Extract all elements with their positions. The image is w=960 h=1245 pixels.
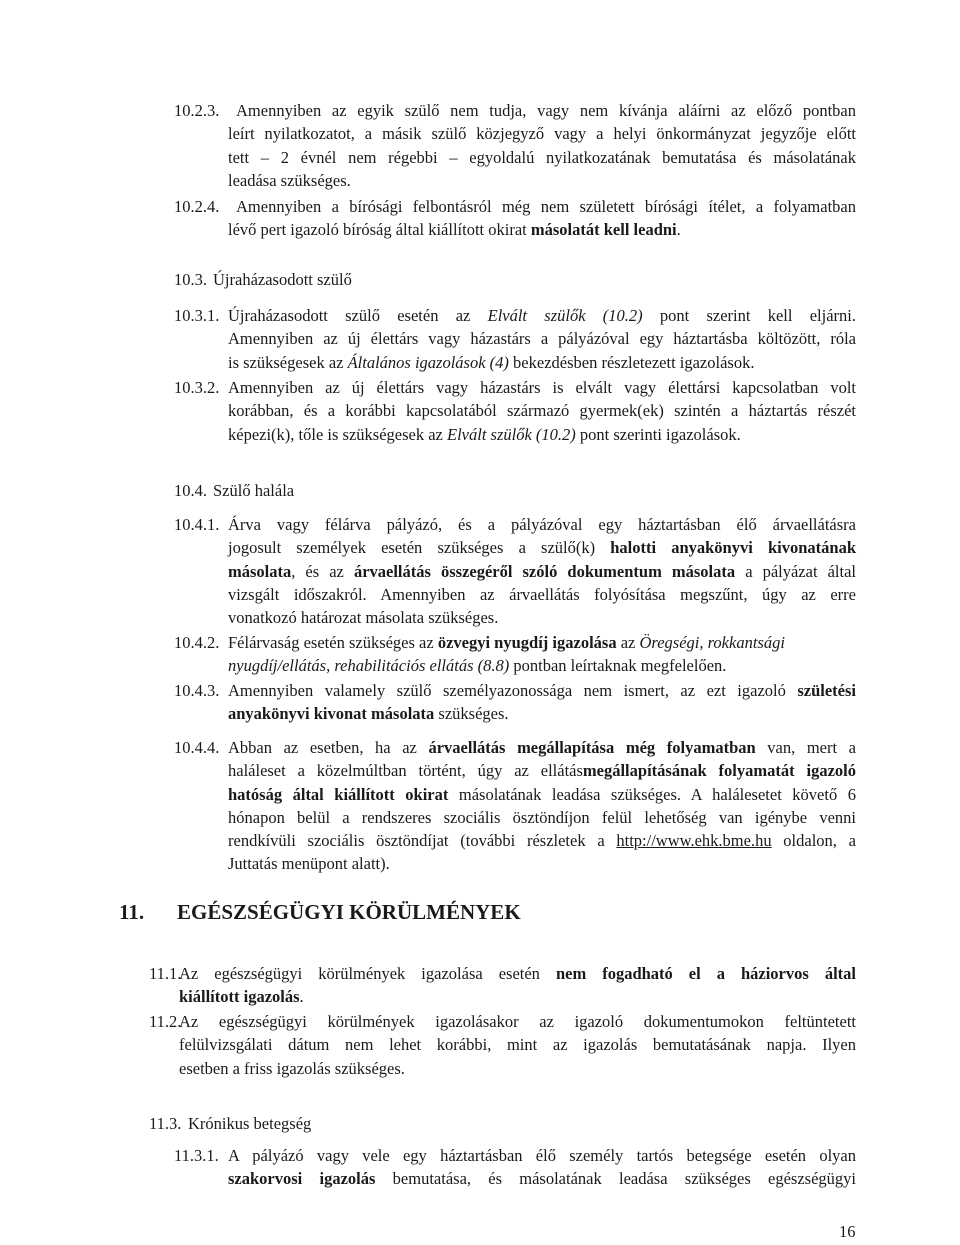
paragraph-11-3-1 (174, 1144, 856, 1191)
text-line: leadása szükséges. (228, 170, 351, 190)
text-line (228, 536, 856, 559)
text-run: pontban leírtaknak megfelelően. (509, 656, 727, 676)
paragraph-10-4-2 (174, 631, 856, 678)
paragraph-number: 10.4.3. (174, 681, 220, 700)
text-line (228, 304, 856, 327)
text-line: Amennyiben az új élettárs vagy házastárs is elvált vagy élettársi kapcsolatban volt (228, 378, 856, 397)
text-run: bemutatása, és másolatának leadása szükséges egészségügyi (375, 1169, 856, 1189)
text-run: haláleset a közelmúltban történt, úgy az ellátás (228, 761, 583, 781)
ehk-link[interactable]: http://www.ehk.bme.hu (616, 831, 772, 851)
section-title: Újraházasodott szülő (213, 270, 352, 289)
text-line (228, 654, 856, 677)
section-number: 10.4. (174, 481, 207, 500)
paragraph-11-2 (149, 1010, 856, 1080)
chapter-number: 11. (119, 900, 145, 924)
section-title: Szülő halála (213, 481, 295, 500)
emphasis: nem fogadható el a háziorvos által (555, 964, 856, 983)
paragraph-10-4-4 (174, 736, 856, 876)
text-run: az (616, 633, 640, 652)
chapter-heading-11 (119, 899, 521, 925)
text-line (179, 985, 856, 1008)
cross-reference: Elvált szülők (10.2) (487, 306, 643, 325)
paragraph-10-2-3 (174, 99, 856, 192)
text-line: vonatkozó határozat másolata szükséges. (228, 608, 499, 628)
text-run: pont szerint kell eljárni. (642, 306, 856, 325)
emphasis: szakorvosi igazolás (228, 1169, 376, 1189)
cross-reference: Elvált szülők (10.2) (447, 424, 576, 444)
text-run: másolatának leadása szükséges. A halálesetet követő 6 (448, 784, 856, 804)
cross-reference: Általános igazolások (4) (347, 352, 509, 372)
paragraph-11-1 (149, 962, 856, 1009)
cross-reference: Öregségi, rokkantsági (639, 633, 785, 652)
section-heading-10-4 (174, 479, 294, 502)
paragraph-number: 10.4.2. (174, 633, 220, 652)
emphasis: özvegyi nyugdíj igazolása (437, 633, 617, 652)
paragraph-10-3-1 (174, 304, 856, 374)
paragraph-number: 10.2.4. (174, 197, 220, 216)
paragraph-number: 10.3.2. (174, 378, 220, 397)
page-number: 16 (839, 1222, 856, 1241)
text-run: szükséges. (434, 704, 509, 724)
text-line: A pályázó vagy vele egy háztartásban élő személy tartós betegsége esetén olyan (228, 1146, 856, 1165)
text-line: Amennyiben a bírósági felbontásról még nem született bírósági ítélet, a folyamatban (236, 197, 856, 216)
emphasis: anyakönyvi kivonat másolata (228, 704, 435, 724)
text-run: Újraházasodott szülő esetén az (228, 306, 488, 325)
text-line: esetben a friss igazolás szükséges. (179, 1058, 405, 1078)
text-line (228, 423, 856, 446)
text-line: hónapon belül a rendszeres szociális ösztöndíjon felül lehetőség van igénybe venni (228, 807, 856, 827)
text-run: a pályázat által (735, 561, 856, 581)
emphasis: másolata (228, 561, 292, 581)
paragraph-number: 10.3.1. (174, 306, 220, 325)
section-heading-10-3 (174, 268, 352, 291)
text-line (228, 783, 856, 806)
emphasis: születési (797, 681, 856, 700)
text-run: oldalon, a (771, 831, 856, 851)
text-line (228, 702, 856, 725)
section-heading-11-3 (149, 1112, 311, 1135)
text-line: felülvizsgálati dátum nem lehet korábbi, mint az igazolás bemutatásának napja. Ilyen (179, 1035, 856, 1055)
text-run: képezi(k), tőle is szükségesek az (228, 424, 447, 444)
text-line: Az egészségügyi körülmények igazolásakor az igazoló dokumentumokon feltüntetett (179, 1012, 856, 1031)
text-line (228, 736, 856, 759)
text-run: van, mert a (755, 738, 857, 757)
text-run: Amennyiben valamely szülő személyazonossága nem ismert, az ezt igazoló (228, 681, 798, 700)
section-number: 11.3. (149, 1114, 182, 1133)
paragraph-number: 10.4.4. (174, 738, 220, 757)
paragraph-10-4-1 (174, 513, 856, 629)
text-line (228, 631, 856, 654)
text-line: tett – 2 évnél nem régebbi – egyoldalú nyilatkozatának bemutatása és másolatának (228, 147, 856, 167)
text-run: Az egészségügyi körülmények igazolása esetén (179, 964, 556, 983)
text-run: rendkívüli szociális ösztöndíjat (további részletek a (228, 831, 617, 851)
text-line: Amennyiben az új élettárs vagy házastárs a pályázóval egy háztartásba költözött, róla (228, 329, 856, 349)
text-line (228, 1167, 856, 1190)
text-run: Abban az esetben, ha az (228, 738, 429, 757)
paragraph-number: 11.1. (149, 964, 182, 983)
text-line (228, 679, 856, 702)
text-run: . (299, 987, 304, 1007)
text-run: bekezdésben részletezett igazolások. (508, 352, 755, 372)
emphasis: árvaellátás összegéről szóló dokumentum másolata (353, 561, 736, 581)
emphasis: másolatát kell leadni (530, 220, 677, 240)
text-line: Juttatás menüpont alatt). (228, 854, 390, 874)
paragraph-number: 11.2. (149, 1012, 182, 1031)
emphasis: hatóság által kiállított okirat (228, 784, 449, 804)
emphasis: árvaellátás megállapítása még folyamatban (428, 738, 756, 757)
text-line: leírt nyilatkozatot, a másik szülő közjegyző vagy a helyi önkormányzat jegyzője előtt (228, 124, 856, 144)
paragraph-number: 10.2.3. (174, 101, 220, 120)
text-line (228, 759, 856, 782)
text-run: . (676, 220, 681, 240)
cross-reference: nyugdíj/ellátás, rehabilitációs ellátás (8.8) (228, 656, 510, 676)
emphasis: megállapításának folyamatát igazoló (582, 761, 856, 781)
text-line (228, 829, 856, 852)
paragraph-10-2-4 (174, 195, 856, 242)
text-line: Árva vagy félárva pályázó, és a pályázóval egy háztartásban élő árvaellátásra (228, 515, 856, 534)
text-run: Félárvaság esetén szükséges az (228, 633, 438, 652)
chapter-title: EGÉSZSÉGÜGYI KÖRÜLMÉNYEK (177, 900, 521, 924)
section-number: 10.3. (174, 270, 207, 289)
text-run: , és az (291, 561, 354, 581)
text-run: lévő pert igazoló bíróság által kiállított okirat (228, 220, 531, 240)
text-line: Amennyiben az egyik szülő nem tudja, vagy nem kívánja aláírni az előző pontban (236, 101, 856, 120)
text-line: korábban, és a korábbi kapcsolatából származó gyermek(ek) szintén a háztartás részét (228, 401, 856, 421)
paragraph-10-4-3 (174, 679, 856, 726)
emphasis: kiállított igazolás (179, 987, 300, 1007)
text-line (228, 218, 856, 241)
text-run: pont szerinti igazolások. (575, 424, 741, 444)
text-line (228, 560, 856, 583)
text-line: vizsgált időszakról. Amennyiben az árvaellátás folyósítása megszűnt, úgy az erre (228, 584, 856, 604)
text-run: is szükségesek az (228, 352, 348, 372)
paragraph-number: 11.3.1. (174, 1146, 219, 1165)
text-line (228, 351, 856, 374)
paragraph-number: 10.4.1. (174, 515, 220, 534)
text-run: jogosult személyek esetén szükséges a szülő(k) (228, 538, 611, 558)
section-title: Krónikus betegség (188, 1114, 312, 1133)
emphasis: halotti anyakönyvi kivonatának (610, 538, 856, 558)
paragraph-10-3-2 (174, 376, 856, 446)
text-line (179, 962, 856, 985)
